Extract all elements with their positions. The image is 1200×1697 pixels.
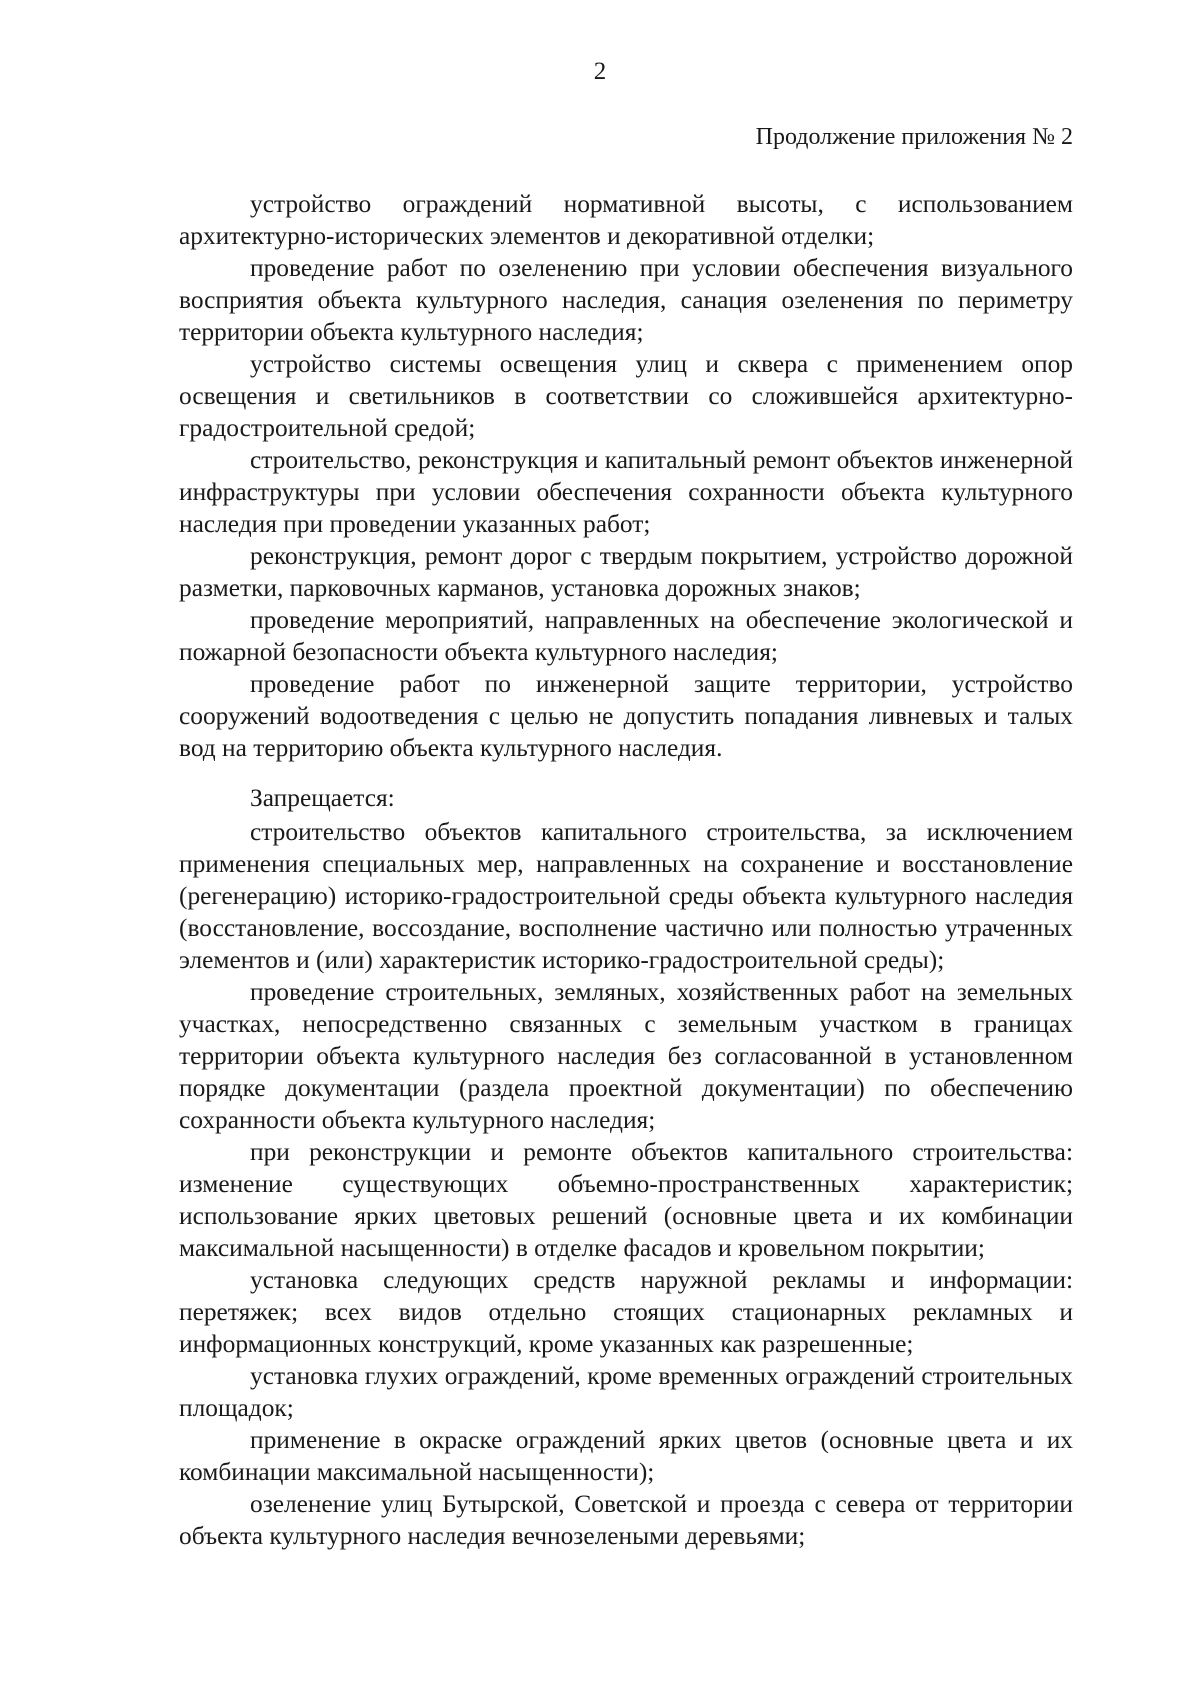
appendix-continuation-note: Продолжение приложения № 2 xyxy=(755,124,1073,150)
list-item: озеленение улиц Бутырской, Советской и проезда с севера от территории объекта культурного наследия вечнозелеными деревьями; xyxy=(179,1490,1073,1550)
list-item: проведение строительных, земляных, хозяйственных работ на земельных участках, непосредственно связанных с земельным участком в границах территории объекта культурного наследия без согласованной в установленном порядке документации (раздела проектной документации) по обеспечению сохранности объекта культурного наследия; xyxy=(179,978,1073,1134)
list-item: строительство, реконструкция и капитальный ремонт объектов инженерной инфраструктуры при условии обеспечения сохранности объекта культурного наследия при проведении указанных работ; xyxy=(179,446,1073,538)
page-number: 2 xyxy=(593,58,607,85)
list-item: при реконструкции и ремонте объектов капитального строительства: изменение существующих объемно-пространственных характеристик; использование ярких цветовых решений (основные цвета и их комбинации максимальной насыщенности) в отделке фасадов и кровельном покрытии; xyxy=(179,1138,1073,1262)
list-item: установка глухих ограждений, кроме временных ограждений строительных площадок; xyxy=(179,1362,1073,1422)
list-item: проведение мероприятий, направленных на обеспечение экологической и пожарной безопасности объекта культурного наследия; xyxy=(179,606,1073,666)
list-item: установка следующих средств наружной рекламы и информации: перетяжек; всех видов отдельно стоящих стационарных рекламных и информационных конструкций, кроме указанных как разрешенные; xyxy=(179,1266,1073,1358)
prohibited-section xyxy=(179,782,1073,1552)
section-heading: Запрещается: xyxy=(250,784,395,812)
list-item: устройство ограждений нормативной высоты, с использованием архитектурно-исторических элементов и декоративной отделки; xyxy=(179,190,1073,250)
allowed-items-list xyxy=(179,188,1073,764)
list-item: проведение работ по инженерной защите территории, устройство сооружений водоотведения с целью не допустить попадания ливневых и талых вод на территорию объекта культурного наследия. xyxy=(179,670,1073,762)
list-item: устройство системы освещения улиц и сквера с применением опор освещения и светильников в соответствии со сложившейся архитектурно-градостроительной средой; xyxy=(179,350,1073,442)
list-item: реконструкция, ремонт дорог с твердым покрытием, устройство дорожной разметки, парковочных карманов, установка дорожных знаков; xyxy=(179,542,1073,602)
list-item: проведение работ по озеленению при условии обеспечения визуального восприятия объекта культурного наследия, санация озеленения по периметру территории объекта культурного наследия; xyxy=(179,254,1073,346)
list-item: строительство объектов капитального строительства, за исключением применения специальных мер, направленных на сохранение и восстановление (регенерацию) историко-градостроительной среды объекта культурного наследия (восстановление, воссоздание, восполнение частично или полностью утраченных элементов и (или) характеристик историко-градостроительной среды); xyxy=(179,818,1073,974)
list-item: применение в окраске ограждений ярких цветов (основные цвета и их комбинации максимальной насыщенности); xyxy=(179,1426,1073,1486)
